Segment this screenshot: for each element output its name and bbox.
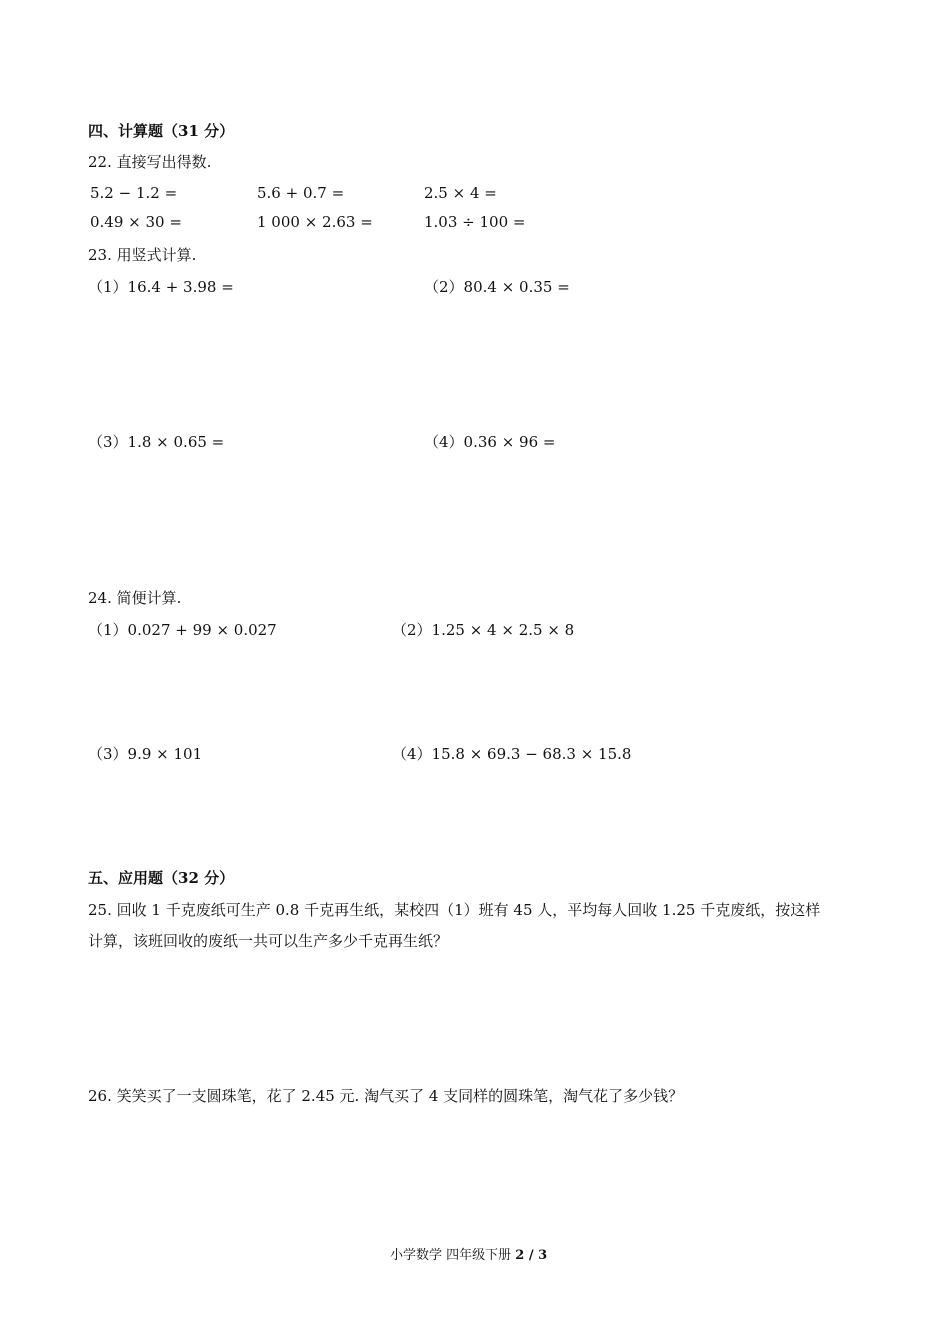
question-25-line-2: 计算，该班回收的废纸一共可以生产多少千克再生纸？ <box>88 932 449 950</box>
page-footer <box>390 1246 547 1266</box>
footer-label: 小学数学 四年级下册 <box>390 1248 512 1263</box>
q22-item-2: 5.6 + 0.7 = <box>257 184 345 202</box>
q22-item-3: 2.5 × 4 = <box>424 184 497 202</box>
q22-item-1: 5.2 − 1.2 = <box>90 184 178 202</box>
section-5-title: 五、应用题（32 分） <box>88 869 235 887</box>
section-4-title: 四、计算题（31 分） <box>88 122 235 140</box>
q23-item-3: （3）1.8 × 0.65 = <box>88 433 225 451</box>
q24-item-4: （4）15.8 × 69.3 − 68.3 × 15.8 <box>392 745 632 763</box>
question-24-prompt: 24. 简便计算. <box>88 589 182 607</box>
q24-item-1: （1）0.027 + 99 × 0.027 <box>88 621 277 639</box>
question-23-prompt: 23. 用竖式计算. <box>88 246 197 264</box>
q23-item-2: （2）80.4 × 0.35 = <box>424 278 570 296</box>
question-25-line-1: 25. 回收 1 千克废纸可生产 0.8 千克再生纸，某校四（1）班有 45 人，平均每人回收 1.25 千克废纸，按这样 <box>88 901 821 919</box>
q24-item-3: （3）9.9 × 101 <box>88 745 203 763</box>
page-number: 2 / 3 <box>515 1248 548 1263</box>
q22-item-5: 1 000 × 2.63 = <box>257 213 373 231</box>
question-22-prompt: 22. 直接写出得数. <box>88 153 212 171</box>
q24-item-2: （2）1.25 × 4 × 2.5 × 8 <box>392 621 575 639</box>
question-26: 26. 笑笑买了一支圆珠笔，花了 2.45 元. 淘气买了 4 支同样的圆珠笔，淘气花了多少钱？ <box>88 1087 684 1105</box>
q22-item-4: 0.49 × 30 = <box>90 213 182 231</box>
q23-item-4: （4）0.36 × 96 = <box>424 433 556 451</box>
q23-item-1: （1）16.4 + 3.98 = <box>88 278 234 296</box>
q22-item-6: 1.03 ÷ 100 = <box>424 213 526 231</box>
